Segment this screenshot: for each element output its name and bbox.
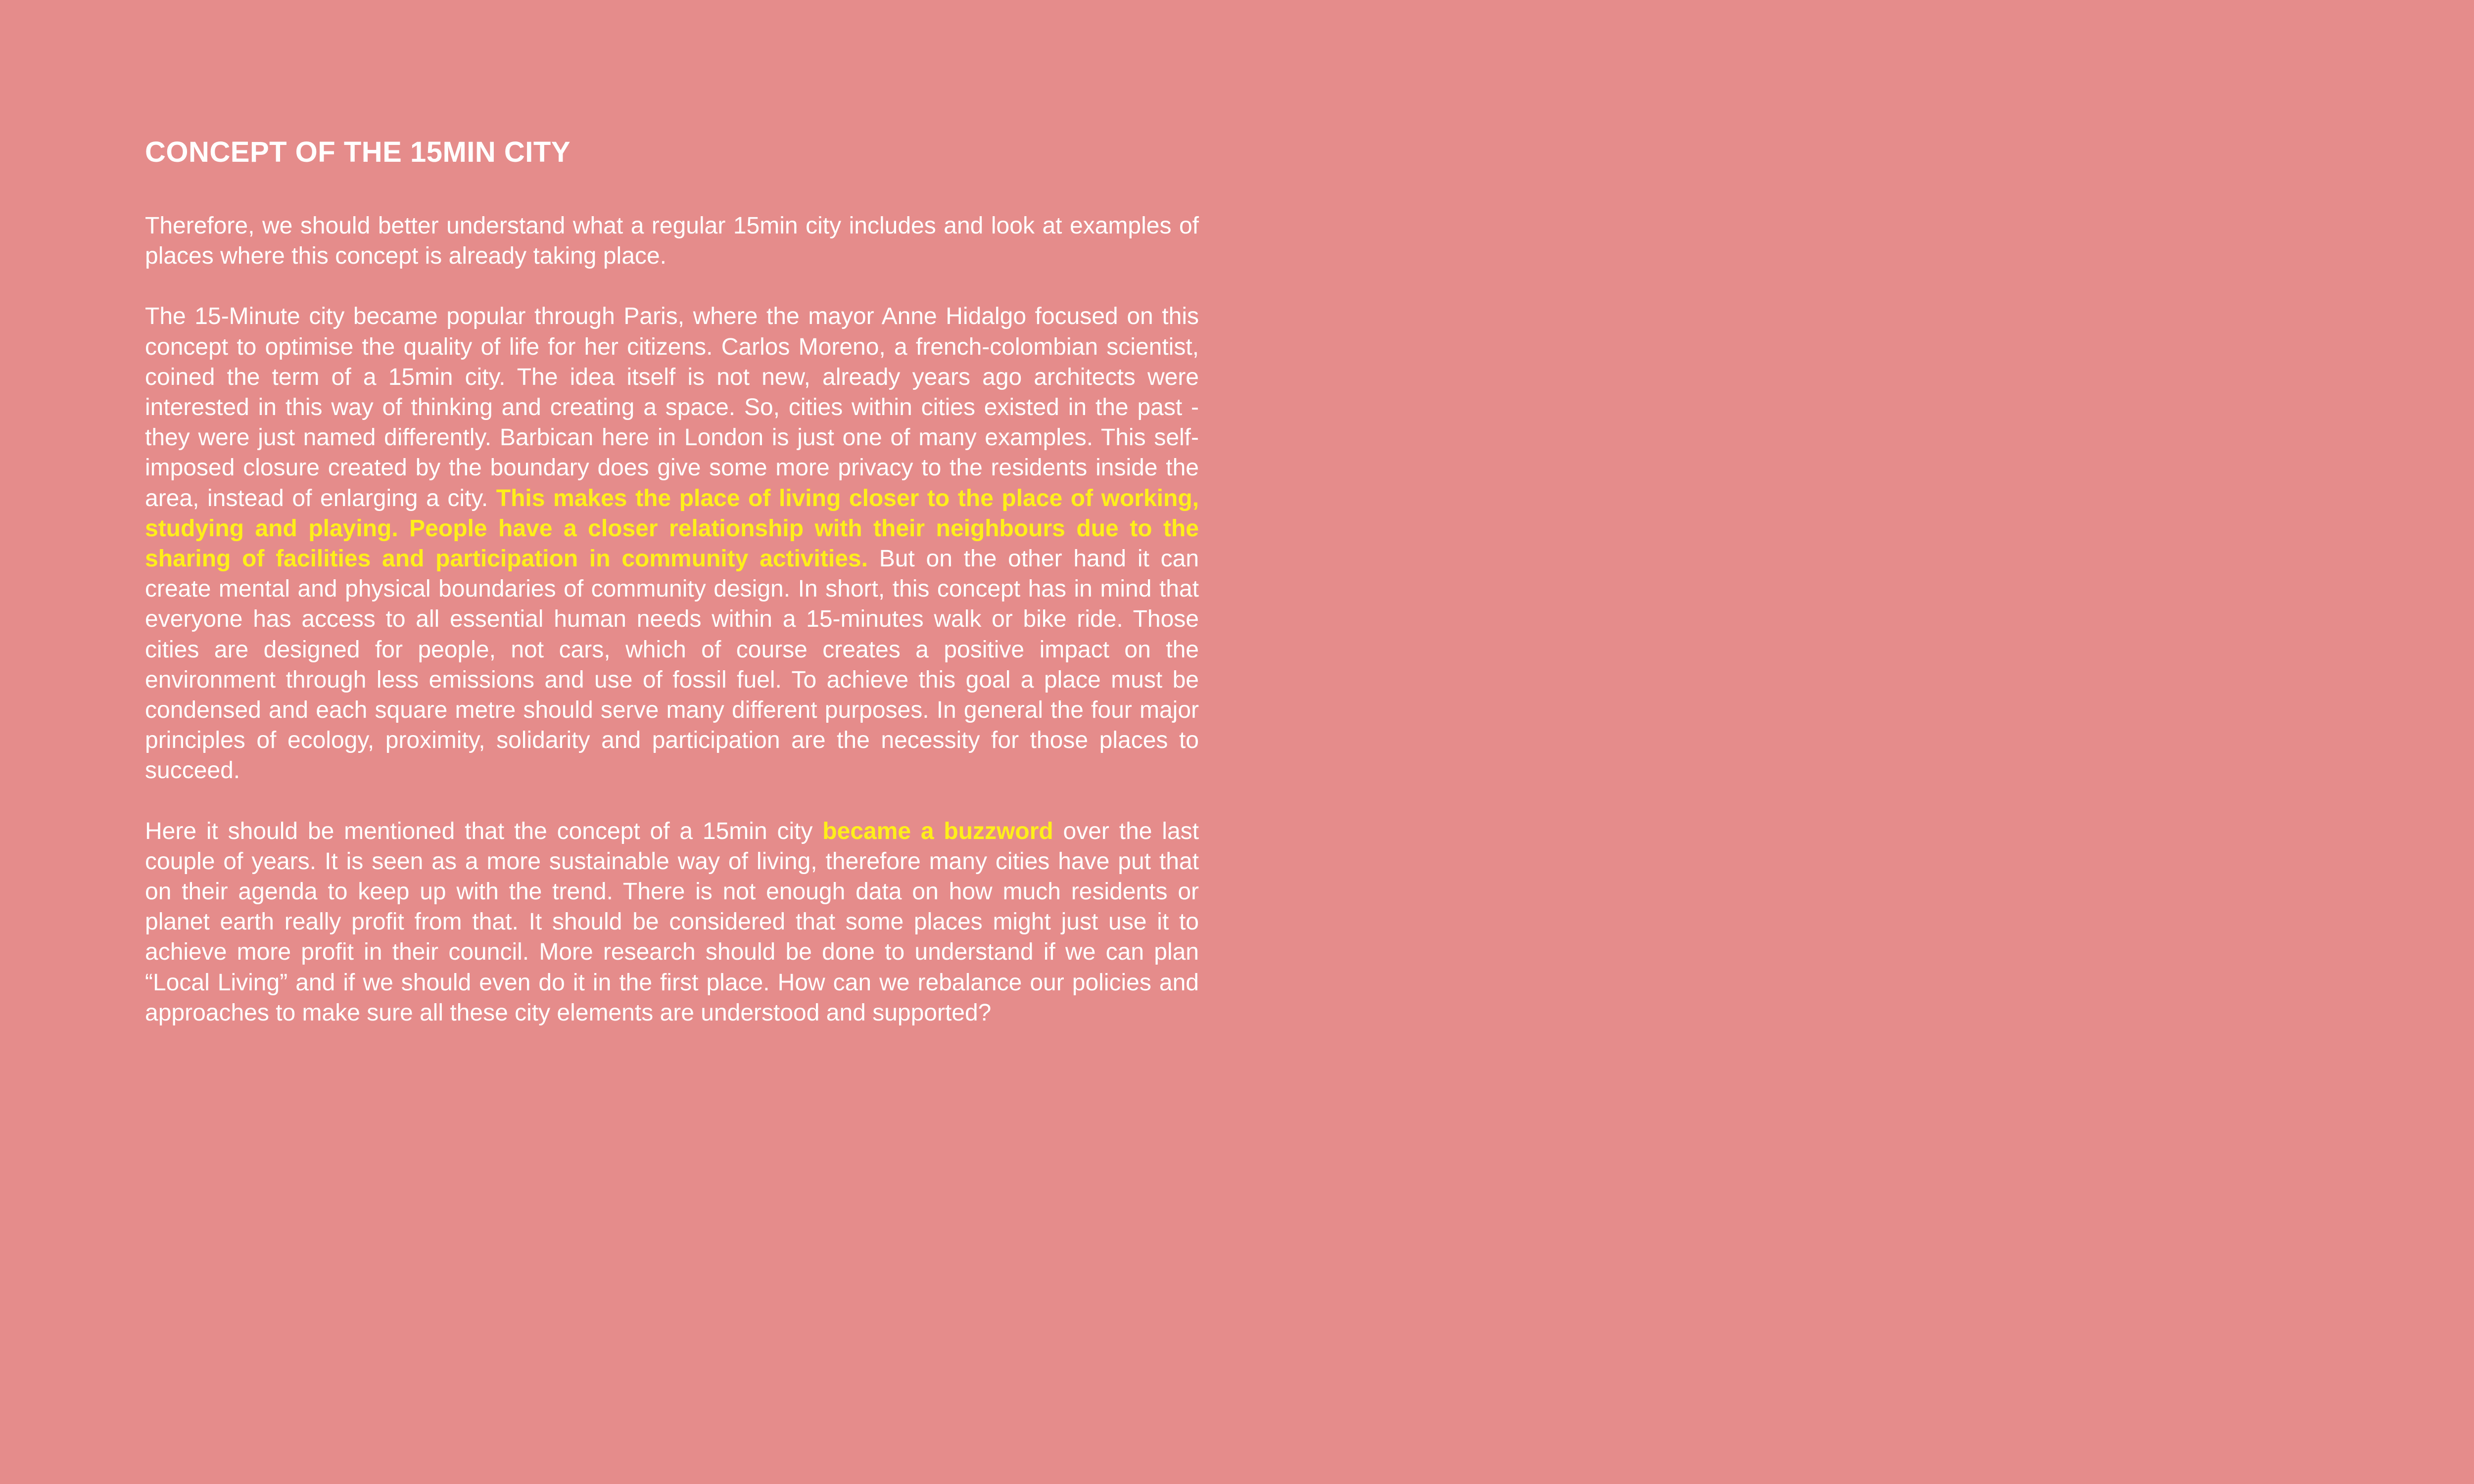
paragraph-intro bbox=[145, 211, 1199, 271]
highlighted-text: This makes the place of living closer to the place of working, studying and playing. People have a closer relationship with their neighbours due to the sharing of facilities and participation in community activities. bbox=[145, 485, 1199, 572]
page-title: CONCEPT OF THE 15MIN CITY bbox=[145, 136, 571, 168]
paragraph-paris bbox=[145, 301, 1199, 786]
paragraph-buzzword bbox=[145, 816, 1199, 1028]
paragraph-text: Therefore, we should better understand what a regular 15min city includes and look at examples of places where this concept is already taking place. bbox=[145, 213, 1199, 270]
text-column bbox=[145, 130, 1199, 1028]
paragraph-text: over the last couple of years. It is seen as a more sustainable way of living, therefore many cities have put that on their agenda to keep up with the trend. There is not enough data on how much residents or planet earth really profit from that. It should be considered that some places might just use it to achieve more profit in their council. More research should be done to understand if we can plan “Local Living” and if we should even do it in the first place. How can we rebalance our policies and approaches to make sure all these city elements are understood and supported? bbox=[145, 818, 1199, 1026]
paragraph-text: The 15-Minute city became popular through Paris, where the mayor Anne Hidalgo focused on this concept to optimise the quality of life for her citizens. Carlos Moreno, a french-colombian scientist, coined the term of a 15min city. The idea itself is not new, already years ago architects were interested in this way of thinking and creating a space. So, cities within cities existed in the past - they were just named differently. Barbican here in London is just one of many examples. This self-imposed closure created by the boundary does give some more privacy to the residents inside the area, instead of enlarging a city. bbox=[145, 303, 1199, 511]
highlighted-text: became a buzzword bbox=[822, 818, 1053, 844]
paragraph-text: Here it should be mentioned that the concept of a 15min city bbox=[145, 818, 823, 844]
paragraph-text: But on the other hand it can create mental and physical boundaries of community design. In short, this concept has in mind that everyone has access to all essential human needs within a 15-minutes walk or bike ride. Those cities are designed for people, not cars, which of course creates a positive impact on the environment through less emissions and use of fossil fuel. To achieve this goal a place must be condensed and each square metre should serve many different purposes. In general the four major principles of ecology, proximity, solidarity and participation are the necessity for those places to succeed. bbox=[145, 546, 1199, 784]
